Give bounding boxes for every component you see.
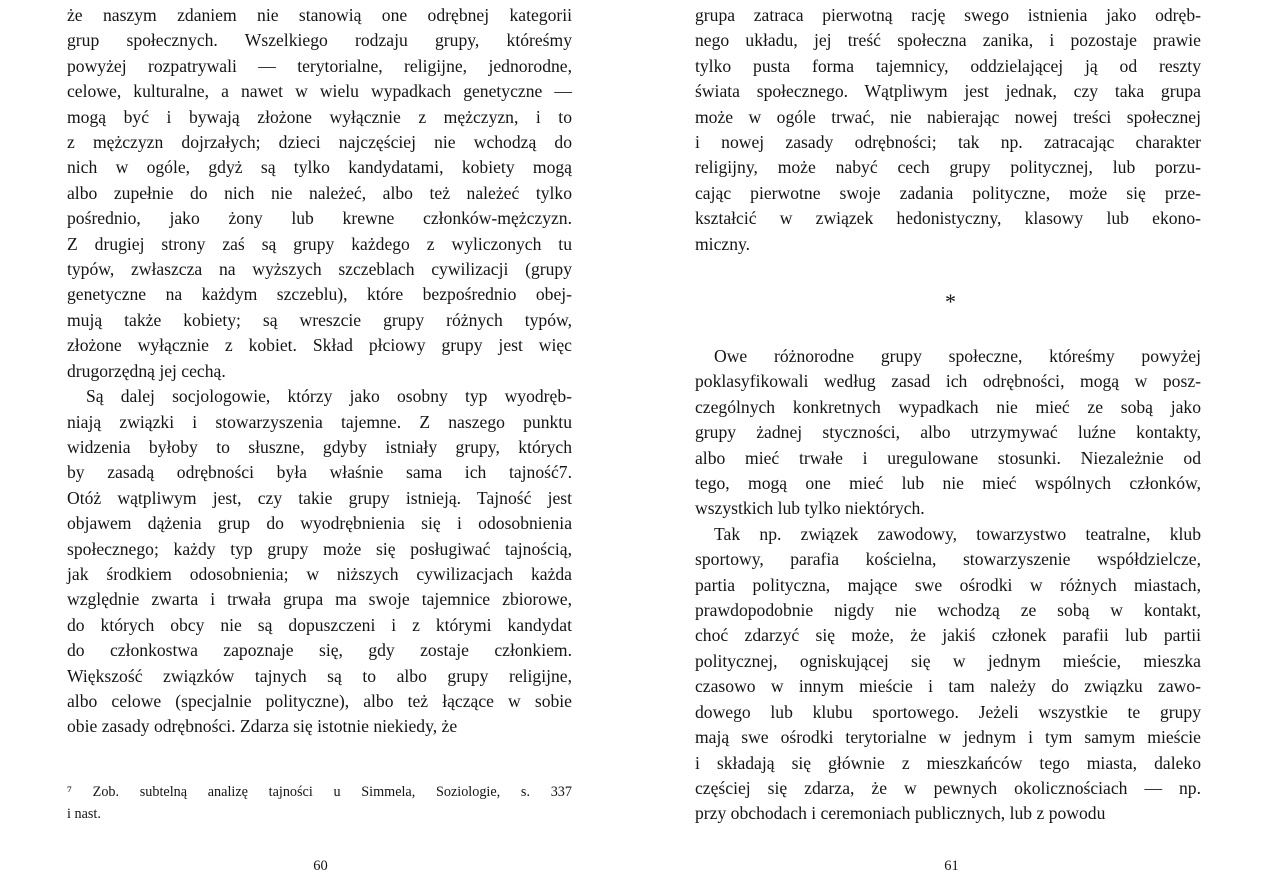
text-line: by zasadą odrębności była właśnie sama ich tajność7. (67, 462, 572, 483)
text-line: mują także kobiety; są wreszcie grupy różnych typów, (67, 309, 572, 330)
text-line: i składają się głównie z mieszkańców tego miasta, daleko (695, 752, 1201, 773)
text-line: że naszym zdaniem nie stanowią one odrębnej kategorii (67, 5, 572, 25)
text-line: nich w ogóle, gdyż są tylko kandydatami, kobiety mogą (67, 157, 572, 178)
text-line: cając pierwotne swoje zadania polityczne, może się prze- (695, 182, 1201, 203)
text-line: miczny. (695, 233, 751, 254)
text-line: ⁷ Zob. subtelną analizę tajności u Simmela, Soziologie, s. 337 (67, 784, 572, 800)
text-line: celowe, kulturalne, a nawet w wielu wypadkach genetyczne — (67, 81, 572, 102)
text-line: do których obcy nie są dopuszczeni i z którymi kandydat (67, 614, 572, 635)
text-line: genetyczne na każdym szczeblu), które bezpośrednio obej- (67, 284, 572, 305)
text-line: nego układu, jej treść społeczna zanika, i pozostaje prawie (695, 30, 1201, 51)
text-line: czasowo w innym mieście i tam należy do związku zawo- (695, 676, 1201, 697)
right-page (632, 0, 1263, 893)
text-line: i nowej zasady odrębności; tak np. zatracając charakter (695, 132, 1201, 153)
text-line: drugorzędną jej cechą. (67, 360, 226, 381)
text-line: obie zasady odrębności. Zdarza się istotnie niekiedy, że (67, 716, 458, 737)
text-line: z mężczyzn dojrzałych; dzieci najczęściej nie wchodzą do (67, 132, 572, 153)
text-line: społecznego; każdy typ grupy może się posługiwać tajnością, (67, 538, 572, 559)
right-page-upper-body (695, 3, 1201, 257)
text-line: przy obchodach i ceremoniach publicznych, lub z powodu (695, 803, 1106, 824)
text-line: Są dalej socjologowie, którzy jako osobny typ wyodręb- (86, 386, 572, 407)
text-line: niają związki i stowarzyszenia tajemne. Z naszego punktu (67, 411, 572, 432)
text-line: i nast. (67, 806, 101, 822)
text-line: dowego lub klubu sportowego. Jeżeli wszystkie te grupy (695, 701, 1201, 722)
paragraph (67, 3, 572, 384)
paragraph (695, 3, 1201, 257)
text-line: może w ogóle trwać, nie nabierając nowej treści społecznej (695, 106, 1201, 127)
text-line: mogą być i bywają złożone wyłącznie z mężczyzn, i to (67, 106, 572, 127)
text-line: świata społecznego. Wątpliwym jest jednak, czy taka grupa (695, 81, 1201, 102)
footnote (67, 781, 572, 825)
text-line: powyżej rozpatrywali — terytorialne, religijne, jednorodne, (67, 55, 572, 76)
text-line: albo mieć trwałe i uregulowane stosunki. Niezależnie od (695, 447, 1201, 468)
text-line: do członkostwa zapoznaje się, gdy zostaje członkiem. (67, 640, 572, 661)
text-line: poklasyfikowali według zasad ich odrębności, mogą w posz- (695, 371, 1201, 392)
text-line: czególnych konkretnych wypadkach nie mieć ze sobą jako (695, 396, 1201, 417)
text-line: Z drugiej strony zaś są grupy każdego z wyliczonych tu (67, 233, 572, 254)
paragraph (695, 344, 1201, 522)
text-line: Większość związków tajnych są to albo grupy religijne, (67, 665, 572, 686)
text-line: jak środkiem odosobnienia; w niższych cywilizacjach każda (67, 563, 572, 584)
text-line: prawdopodobnie nigdy nie wchodzą ze sobą w kontakt, (695, 600, 1201, 621)
text-line: albo celowe (specjalnie polityczne), albo też łączące w sobie (67, 690, 572, 711)
text-line: politycznej, ogniskującej się w jednym mieście, mieszka (695, 650, 1201, 671)
paragraph (67, 384, 572, 740)
text-line: kształcić w związek hedonistyczny, klasowy lub ekono- (695, 208, 1201, 229)
page-number: 61 (944, 858, 959, 874)
paragraph (695, 522, 1201, 827)
text-line: złożone wyłącznie z kobiet. Skład płciowy grupy jest więc (67, 335, 572, 356)
text-line: względnie zwarta i trwała grupa ma swoje tajemnice zbiorowe, (67, 589, 572, 610)
text-line: tego, mogą one mieć lub nie mieć wspólnych członków, (695, 473, 1201, 494)
text-line: sportowy, parafia kościelna, stowarzyszenie współdzielcze, (695, 549, 1201, 570)
text-line: mają swe ośrodki terytorialne w jednym i tym samym mieście (695, 727, 1201, 748)
text-line: pośrednio, jako żony lub krewne członków-mężczyzn. (67, 208, 572, 229)
text-line: wszystkich lub tylko niektórych. (695, 498, 925, 519)
text-line: Tak np. związek zawodowy, towarzystwo teatralne, klub (714, 523, 1201, 544)
text-line: Owe różnorodne grupy społeczne, któreśmy powyżej (714, 346, 1201, 366)
left-page (0, 0, 631, 893)
left-page-body (67, 3, 572, 740)
text-line: widzenia byłoby to słuszne, gdyby istniały grupy, których (67, 436, 572, 457)
text-line: grup społecznych. Wszelkiego rodzaju grupy, któreśmy (67, 30, 572, 51)
text-line: częściej się zdarza, że w pewnych okolicznościach — np. (695, 777, 1201, 798)
section-separator: * (945, 289, 956, 314)
text-line: choć zdarzyć się może, że jakiś członek parafii lub partii (695, 625, 1201, 646)
text-line: tylko pusta forma tajemnicy, oddzielającej ją od reszty (695, 55, 1201, 76)
text-line: Otóż wątpliwym jest, czy takie grupy istnieją. Tajność jest (67, 487, 572, 508)
text-line: albo zupełnie do nich nie należeć, albo też należeć tylko (67, 182, 572, 203)
text-line: partia polityczna, mające swe ośrodki w różnych miastach, (695, 574, 1201, 595)
text-line: religijny, może nabyć cech grupy politycznej, lub porzu- (695, 157, 1201, 178)
text-line: grupy żadnej styczności, albo utrzymywać luźne kontakty, (695, 422, 1201, 443)
page-number: 60 (313, 858, 328, 874)
text-line: grupa zatraca pierwotną rację swego istnienia jako odręb- (695, 5, 1201, 25)
right-page-lower-body (695, 344, 1201, 827)
text-line: objawem dążenia grup do wyodrębnienia się i odosobnienia (67, 513, 572, 534)
text-line: typów, zwłaszcza na wyższych szczeblach cywilizacji (grupy (67, 259, 572, 280)
